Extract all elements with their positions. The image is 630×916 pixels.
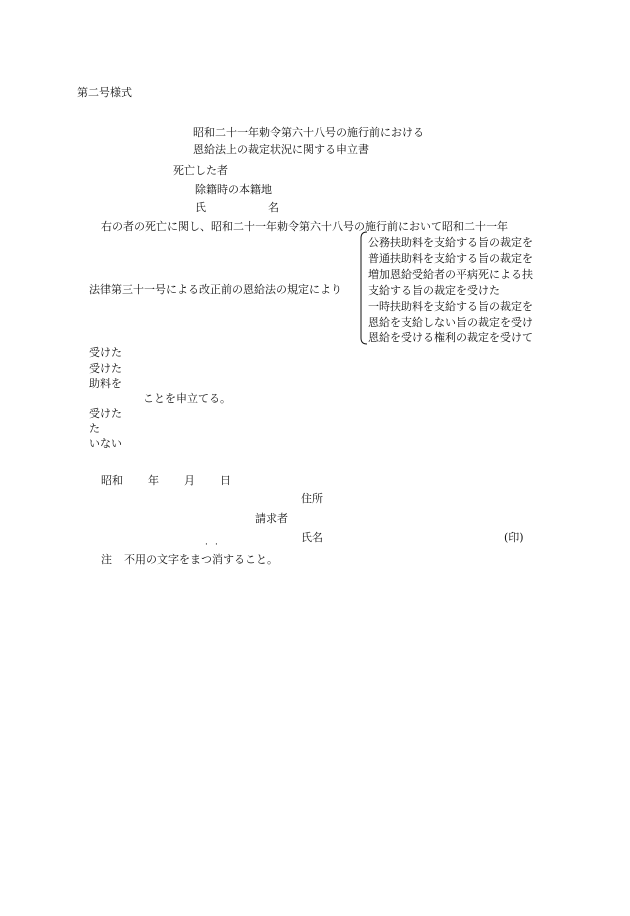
continuation-4: 受けた	[89, 407, 122, 420]
continuation-1: 受けた	[89, 346, 122, 359]
name-label-first: 氏	[195, 201, 206, 214]
option-4: 支給する旨の裁定を受けた	[368, 284, 500, 297]
body-line-1: 右の者の死亡に関し、昭和二十一年勅令第六十八号の施行前において昭和二十一年	[101, 220, 508, 233]
emphasis-dot-2: ·	[215, 540, 218, 550]
continuation-3: 助料を	[89, 377, 122, 390]
option-5: 一時扶助料を支給する旨の裁定を	[368, 300, 533, 313]
option-2: 普通扶助料を支給する旨の裁定を	[368, 252, 533, 265]
document-title-line-1: 昭和二十一年勅令第六十八号の施行前における	[193, 126, 424, 139]
continuation-5: た	[89, 422, 100, 435]
option-7: 恩給を受ける権利の裁定を受けて	[368, 331, 533, 344]
closing-text: ことを申立てる。	[143, 392, 231, 405]
name-label-second: 名	[268, 201, 279, 214]
note-text: 不用の文字をまつ消すること。	[124, 553, 278, 566]
applicant-title: 請求者	[255, 512, 288, 525]
address-label: 住所	[301, 492, 323, 505]
applicant-name-label: 氏名	[301, 531, 323, 544]
date-year: 年	[148, 474, 159, 487]
body-line-2: 法律第三十一号による改正前の恩給法の規定により	[89, 283, 342, 296]
deceased-heading: 死亡した者	[173, 164, 228, 177]
option-6: 恩給を支給しない旨の裁定を受け	[368, 316, 533, 329]
document-title-line-2: 恩給法上の裁定状況に関する申立書	[193, 143, 369, 156]
date-era: 昭和	[101, 474, 123, 487]
continuation-6: いない	[89, 437, 122, 450]
date-month: 月	[184, 474, 195, 487]
form-label: 第二号様式	[77, 86, 132, 99]
registry-label: 除籍時の本籍地	[195, 183, 272, 196]
continuation-2: 受けた	[89, 362, 122, 375]
option-1: 公務扶助料を支給する旨の裁定を	[368, 236, 533, 249]
left-brace	[358, 231, 368, 345]
date-day: 日	[220, 474, 231, 487]
note-label: 注	[101, 553, 112, 566]
seal-mark: (印)	[504, 531, 524, 544]
emphasis-dot-1: ·	[205, 540, 208, 550]
option-3: 増加恩給受給者の平病死による扶	[368, 268, 533, 281]
